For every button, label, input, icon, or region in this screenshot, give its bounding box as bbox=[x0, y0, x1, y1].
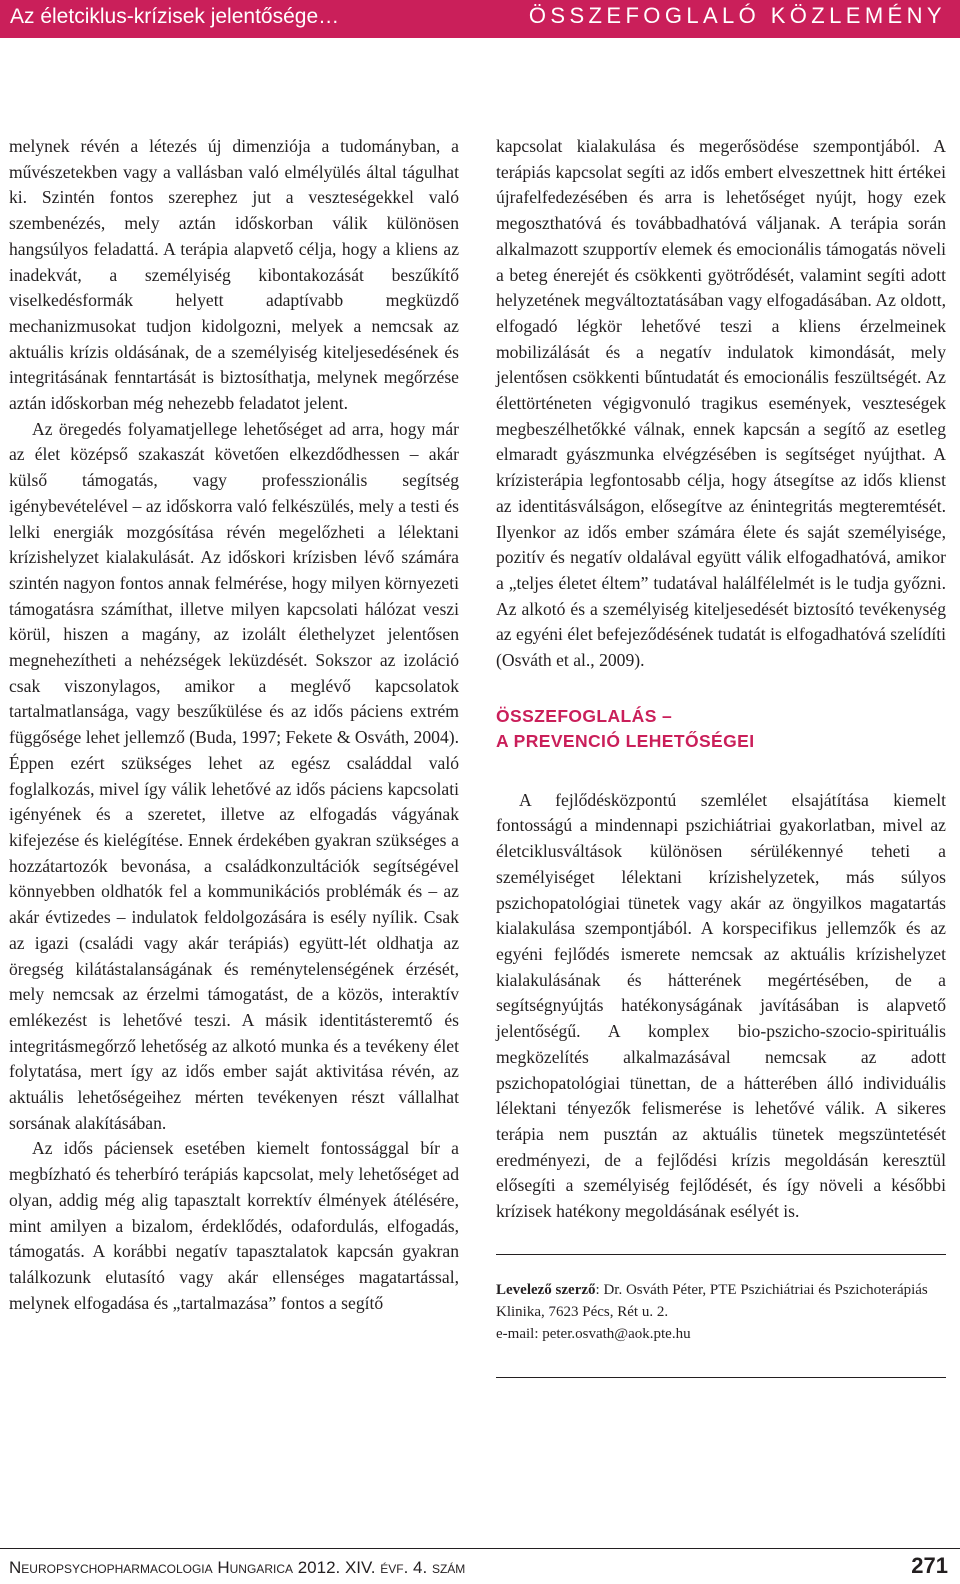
left-column bbox=[9, 134, 459, 1316]
journal-footer: Neuropsychopharmacologia Hungarica 2012. XIV. évf. 4. szám bbox=[9, 1558, 466, 1577]
correspondence-block bbox=[496, 1279, 946, 1345]
correspondence-label: Levelező szerző bbox=[496, 1281, 596, 1298]
right-column bbox=[496, 134, 946, 1378]
section-heading-line: A PREVENCIÓ LEHETŐSÉGEI bbox=[496, 730, 755, 751]
body-paragraph: Az idős páciensek esetében kiemelt fontossággal bír a megbízható és teherbíró terápiás kapcsolat, mely lehetőséget ad olyan, addig még alig tapasztalt korrektív élmények átélésére, mint amilyen a bizalom, érdeklődés, odafordulás, elfogadás, támogatás. A korábbi negatív tapasztalatok kapcsán gyakran találkozunk elutasító vagy akár ellenséges magatartással, melynek elfogadása és „tartalmazása” fontos a segítő bbox=[9, 1138, 459, 1313]
body-paragraph: kapcsolat kialakulása és megerősödése szempontjából. A terápiás kapcsolat segíti az idős embert elveszettnek hitt értékei újrafelfedezésében és arra is lehetőséget nyújt, hogy ezek megoszthatóvá és továbbadhatóvá váljanak. A terápia során alkalmazott szupportív elemek és emocionális támogatás növeli a beteg énerejét és csökkenti gyötrődését, valamint segíti adott helyzetének megváltoztatásában vagy elfogadásában. Az oldott, elfogadó légkör lehetővé teszi a kliens érzelmeinek mobilizálását és a negatív indulatok kimondását, mely jelentősen csökkenti bűntudatát és emocionális feszültségét. Az élettörténeten végigvonuló tragikus események, veszteségek megbeszélhetőkké válnak, ennek kapcsán a segítő az esetleg elmaradt gyászmunka elvégzésében is segítséget nyújthat. A krízisterápia legfontosabb célja, hogy átsegítse az idős klienst az identitásválságon, elősegítve az énintegritás megteremtését. Ilyenkor az idős ember számára élete és saját személyisége, pozitív és negatív oldalával együtt válik elfogadhatóvá, amikor a „teljes életet éltem” tudatával halálfélelmét is le tudja győzni. Az alkotó és a személyiség kiteljesedését biztosító tevékenység az egyéni élet befejeződésének tudatát is elfogadhatóvá szelídíti (Osváth et al., 2009). bbox=[496, 136, 946, 671]
body-paragraph: melynek révén a létezés új dimenziója a tudományban, a művészetekben vagy a vallásban való elmélyülés által tágulhat ki. Szintén fontos szerephez jut a veszteségekkel való szembenézés, mely aztán időskorban válik különösen hangsúlyos feladattá. A terápia alapvető célja, hogy a kliens az inadekvát, a személyiség kibontakozását beszűkítő viselkedésformák helyett adaptívabb megküzdő mechanizmusokat tudjon kidolgozni, melyek a nemcsak az aktuális krízis oldásának, de a személyiség kiteljesedésének és integritásának fenntartását is biztosíthatja, melynek megőrzése aztán időskorban még nehezebb feladatot jelent. bbox=[9, 136, 459, 414]
section-heading bbox=[496, 704, 946, 754]
divider bbox=[496, 1254, 946, 1255]
footer-divider bbox=[0, 1548, 960, 1549]
section-heading-line: ÖSSZEFOGLALÁS – bbox=[496, 705, 673, 726]
running-header bbox=[0, 0, 960, 38]
article-type-label: ÖSSZEFOGLALÓ KÖZLEMÉNY bbox=[528, 3, 946, 28]
page-number: 271 bbox=[911, 1553, 948, 1578]
summary-paragraph: A fejlődésközpontú szemlélet elsajátítása kiemelt fontosságú a mindennapi pszichiátriai gyakorlatban, mivel az életciklusváltások különösen sérülékennyé teheti a személyiséget lélektani krízishelyzetek, más súlyos pszichopatológiai tünetek vagy akár az öngyilkos magatartás kialakulása szempontjából. A korspecifikus jellemzők és az egyéni fejlődés ismerete nemcsak az aktuális krízishelyzet kialakulásának és hátterének megértésében, de a segítségnyújtás hatékonyságának javításában is alapvető jelentőségű. A komplex bio-pszicho-szocio-spirituális megközelítés alkalmazásával nemcsak az adott pszichopatológiai tünettan, de a hátterében álló individuális lélektani tényezők felismerése is lehetővé válik. A sikeres terápia nem pusztán az aktuális tünetek megszüntetését eredményezi, de a fejlődési krízis megoldásán keresztül elősegíti a személyiség fejlődését, és így növeli a későbbi krízisek hatékony megoldásának esélyét is. bbox=[496, 789, 946, 1222]
running-title: Az életciklus-krízisek jelentősége… bbox=[10, 5, 340, 28]
correspondence-address bbox=[496, 1279, 946, 1323]
body-paragraph: Az öregedés folyamatjellege lehetőséget ad arra, hogy már az élet középső szakaszát követően elkezdődhessen – akár külső támogatás, vagy professzionális segítség igénybevételével – az időskorra való felkészülés, mely a testi és lelki energiák mozgósítása révén megelőzheti a lélektani krízishelyzet kialakulását. Az időskori krízisben lévő számára szintén nagyon fontos annak felmérése, hogy milyen környezeti támogatásra számíthat, illetve milyen kapcsolati hálózat veszi körül, hiszen a magány, az izolált élethelyzet jelentősen megnehezítheti a nehézségek leküzdését. Sokszor az izoláció csak viszonylagos, amikor a meglévő kapcsolatok tartalmatlansága, vagy beszűkülése és az idős páciens extrém függősége lehet jellemző (Buda, 1997; Fekete & Osváth, 2004). Éppen ezért szükséges lehet az egész családdal való foglalkozás, mivel így válik lehetővé az idős páciens kapcsolati igényének és a szeretet, illetve az elfogadás vágyának kifejezése és kielégítése. Ennek érdekében gyakran szükséges a hozzátartozók bevonása, a családkonzultációk segítségével könnyebben oldhatók fel a kommunikációs problémák és – az akár évtizedes – indulatok feldolgozására is esély nyílik. Csak az igazi (családi vagy akár terápiás) együtt-lét oldhatja az öregség kilátástalanságának és reménytelenségének érzését, mely nemcsak az érzelmi támogatást, de a közös, interaktív emlékezést is lehetővé teszi. A másik identitásteremtő és integritásmegőrző lehetőség az alkotó munka és a tevékeny élet folytatása, mert így az idős ember saját aktivitása révén, az aktuális lehetőségeihez mérten tevékenyen részt vállalhat sorsának alakításában. bbox=[9, 418, 459, 1133]
correspondence-text: : Dr. Osváth Péter, PTE Pszichiátriai és Pszichoterápiás Klinika, 7623 Pécs, Rét u. 2. bbox=[496, 1281, 928, 1320]
divider bbox=[496, 1377, 946, 1378]
correspondence-email[interactable]: e-mail: peter.osvath@aok.pte.hu bbox=[496, 1325, 691, 1342]
